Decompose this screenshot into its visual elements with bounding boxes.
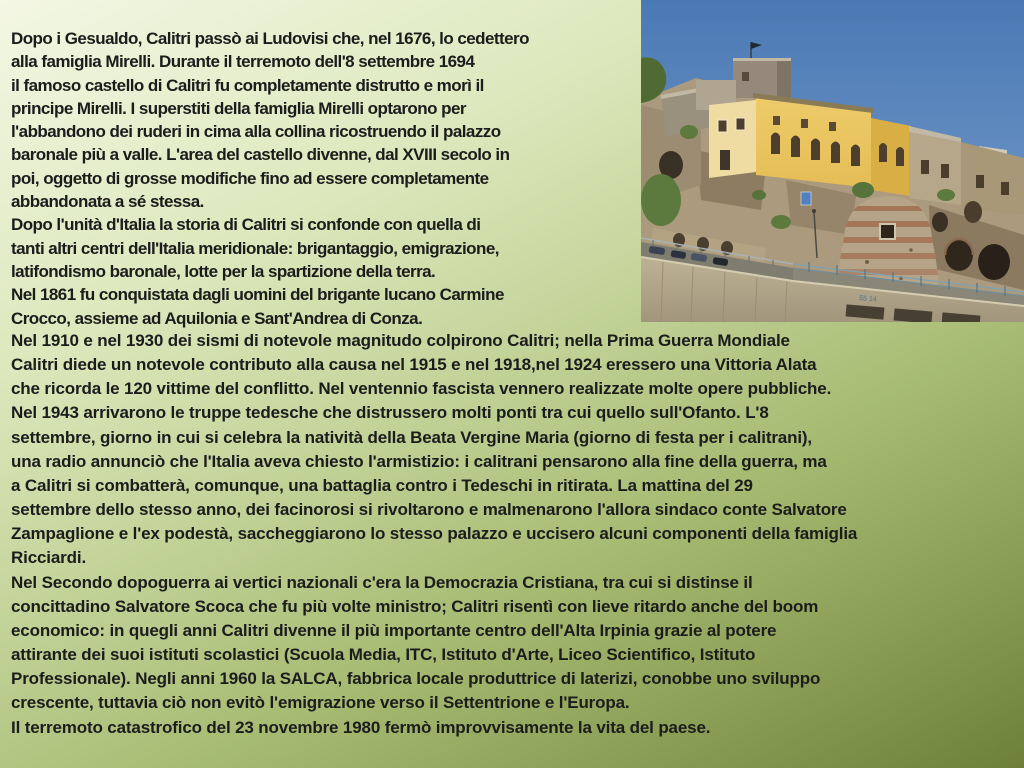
history-line: Ricciardi.: [11, 548, 87, 568]
history-line: settembre, giorno in cui si celebra la natività della Beata Vergine Maria (giorno di festa per i calitrani),: [11, 427, 812, 447]
history-line: Crocco, assieme ad Aquilonia e Sant'Andrea di Conza.: [11, 308, 423, 328]
history-line: una radio annunciò che l'Italia aveva chiesto l'armistizio: i calitrani pensarono alla fine della guerra, ma: [11, 451, 827, 471]
history-line: Nel 1861 fu conquistata dagli uomini del brigante lucano Carmine: [11, 285, 504, 305]
history-line: il famoso castello di Calitri fu completamente distrutto e morì il: [11, 75, 484, 95]
history-line: Professionale). Negli anni 1960 la SALCA, fabbrica locale produttrice di laterizi, conobbe uno sviluppo: [11, 669, 821, 689]
history-line: abbandonata a sé stessa.: [11, 192, 204, 212]
history-line: principe Mirelli. I superstiti della famiglia Mirelli optarono per: [11, 98, 466, 118]
history-line: baronale più a valle. L'area del castello divenne, dal XVIII secolo in: [11, 145, 510, 165]
history-line: attirante dei suoi istituti scolastici (Scuola Media, ITC, Istituto d'Arte, Liceo Scientifico, Istituto: [11, 645, 756, 665]
history-line: Nel 1943 arrivarono le truppe tedesche che distrussero molti ponti tra cui quello sull'Ofanto. L'8: [11, 403, 769, 423]
history-line: poi, oggetto di grosse modifiche fino ad essere completamente: [11, 168, 489, 188]
history-line: concittadino Salvatore Scoca che fu più volte ministro; Calitri risentì con lieve ritardo anche del boom: [11, 596, 819, 616]
history-line: Nel 1910 e nel 1930 dei sismi di notevole magnitudo colpirono Calitri; nella Prima Guerra Mondiale: [11, 331, 790, 350]
history-line: crescente, tuttavia ciò non evitò l'emigrazione verso il Settentrione e l'Europa.: [11, 693, 630, 713]
history-line: latifondismo baronale, lotte per la spartizione della terra.: [11, 261, 436, 281]
calitri-town-photo: [641, 0, 1024, 322]
history-line: l'abbandono dei ruderi in cima alla collina ricostruendo il palazzo: [11, 122, 501, 142]
history-line: Nel Secondo dopoguerra ai vertici nazionali c'era la Democrazia Cristiana, tra cui si distinse il: [11, 572, 753, 592]
history-line: settembre dello stesso anno, dei facinorosi si rivoltarono e malmenarono l'allora sindaco conte Salvatore: [11, 500, 847, 520]
history-text-lower: [11, 329, 1019, 740]
town-photo-drawing: [641, 0, 1024, 322]
history-line: Dopo l'unità d'Italia la storia di Calitri si confonde con quella di: [11, 215, 481, 235]
history-line: Dopo i Gesualdo, Calitri passò ai Ludovisi che, nel 1676, lo cedettero: [11, 29, 529, 48]
history-line: a Calitri si combatterà, comunque, una battaglia contro i Tedeschi in ritirata. La mattina del 29: [11, 475, 753, 495]
history-line: alla famiglia Mirelli. Durante il terremoto dell'8 settembre 1694: [11, 52, 475, 72]
history-line: economico: in quegli anni Calitri divenne il più importante centro dell'Alta Irpinia grazie al potere: [11, 620, 777, 640]
history-line: Calitri diede un notevole contributo alla causa nel 1915 e nel 1918,nel 1924 eressero una Vittoria Alata: [11, 355, 817, 375]
history-line: Il terremoto catastrofico del 23 novembre 1980 fermò improvvisamente la vita del paese.: [11, 717, 711, 737]
history-text-upper: [11, 27, 643, 330]
history-line: che ricorda le 120 vittime del conflitto. Nel ventennio fascista vennero realizzate molte opere pubbliche.: [11, 379, 832, 399]
history-line: Zampaglione e l'ex podestà, saccheggiarono lo stesso palazzo e uccisero alcuni componenti della famiglia: [11, 524, 858, 544]
wall-graffiti: 55 14: [858, 295, 877, 304]
history-line: tanti altri centri dell'Italia meridionale: brigantaggio, emigrazione,: [11, 238, 499, 258]
